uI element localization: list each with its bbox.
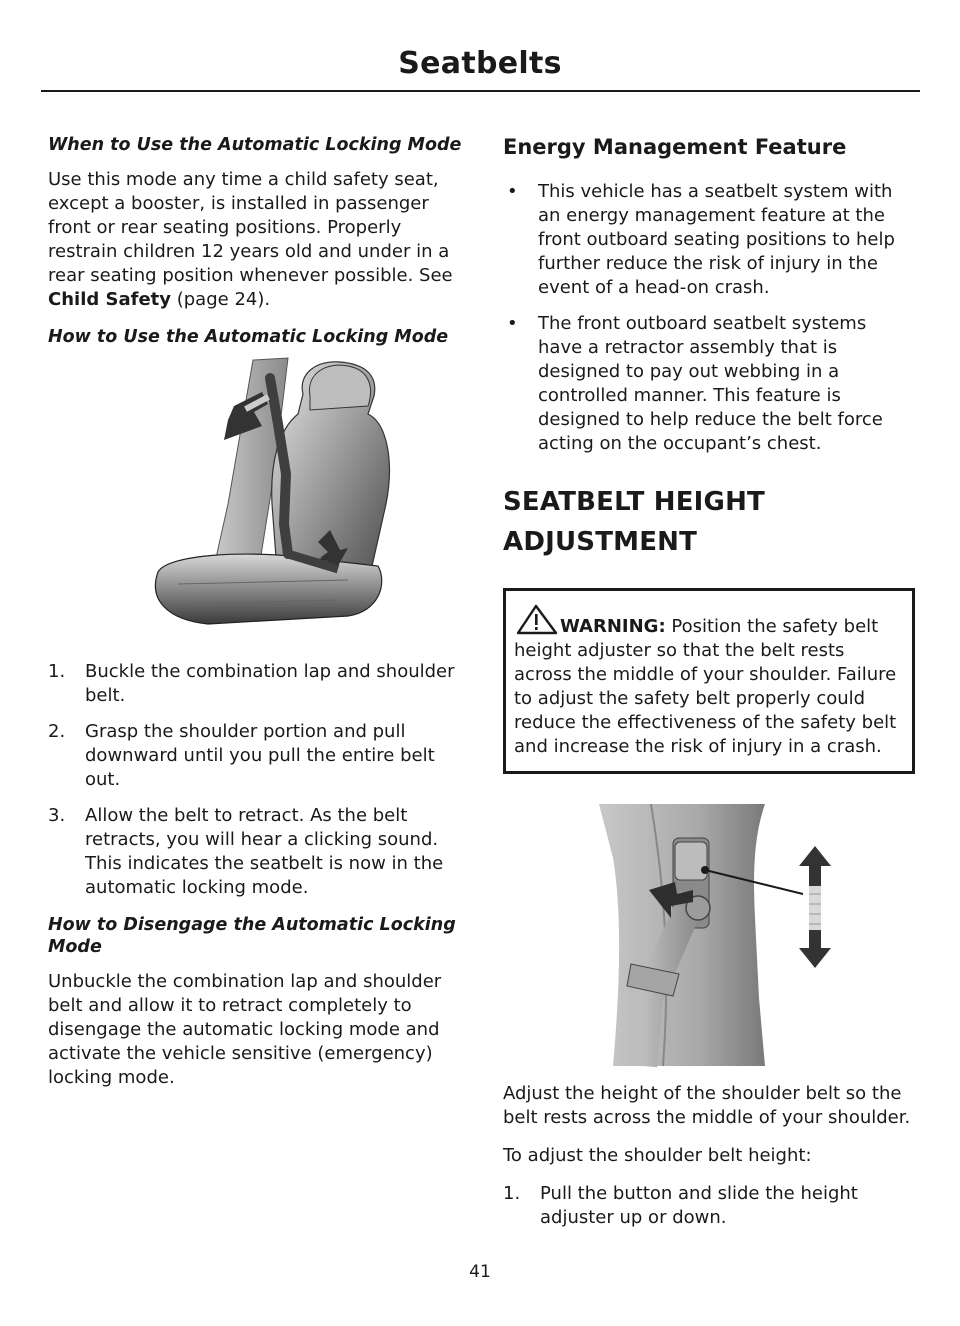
energy-bullets [503,180,915,456]
when-body-prefix: Use this mode any time a child safety seat, except a booster, is installed in passenger front or rear seating positions. Properly restrain children 12 years old and under in a rear seating position whenever possible. See [48,169,453,286]
warning-label: WARNING: [560,616,666,637]
when-body-suffix: (page 24). [171,289,271,310]
page-header-title: Seatbelts [398,46,562,81]
disengage-heading: How to Disengage the Automatic Locking Mode [48,915,456,957]
warning-box [503,588,915,774]
height-adjuster-illustration [503,798,915,1068]
list-item: 1. Pull the button and slide the height adjuster up or down. [503,1183,858,1228]
list-item: • This vehicle has a seatbelt system with an energy management feature at the front outboard seating positions to help further reduce the risk of injury in the event of a head-on crash. [507,181,895,298]
warning-icon [514,603,560,635]
energy-heading: Energy Management Feature [503,135,847,159]
how-heading: How to Use the Automatic Locking Mode [48,327,449,347]
list-item: 3. Allow the belt to retract. As the belt retracts, you will hear a clicking sound. This indicates the seatbelt is now in the automatic locking mode. [48,805,444,898]
list-item: • The front outboard seatbelt systems have a retractor assembly that is designed to pay out webbing in a controlled manner. This feature is designed to help reduce the belt force acting on the occupant’s chest. [507,313,883,454]
left-column [48,134,464,1104]
when-body [48,168,464,312]
child-safety-link[interactable]: Child Safety [48,289,172,310]
seat-illustration [48,354,464,644]
disengage-body: Unbuckle the combination lap and shoulder belt and allow it to retract completely to disengage the automatic locking mode and activate the vehicle sensitive (emergency) locking mode. [48,971,442,1088]
warning-text: Position the safety belt height adjuster so that the belt rests across the middle of your shoulder. Failure to adjust the safety belt properly could reduce the effectiveness of the safety belt and increase the risk of injury in a crash. [514,616,897,757]
section-heading: SEATBELT HEIGHT ADJUSTMENT [503,487,765,557]
list-item: 1. Buckle the combination lap and shoulder belt. [48,661,455,706]
list-item: 2. Grasp the shoulder portion and pull downward until you pull the entire belt out. [48,721,435,790]
header-rule [41,90,920,92]
adjust-intro: To adjust the shoulder belt height: [503,1145,812,1166]
adjust-body: Adjust the height of the shoulder belt so the belt rests across the middle of your shoulder. [503,1083,911,1128]
locking-mode-steps [48,660,464,900]
page-number: 41 [469,1262,491,1282]
right-column [503,134,915,1244]
adjust-steps [503,1182,915,1230]
when-heading: When to Use the Automatic Locking Mode [48,135,462,155]
